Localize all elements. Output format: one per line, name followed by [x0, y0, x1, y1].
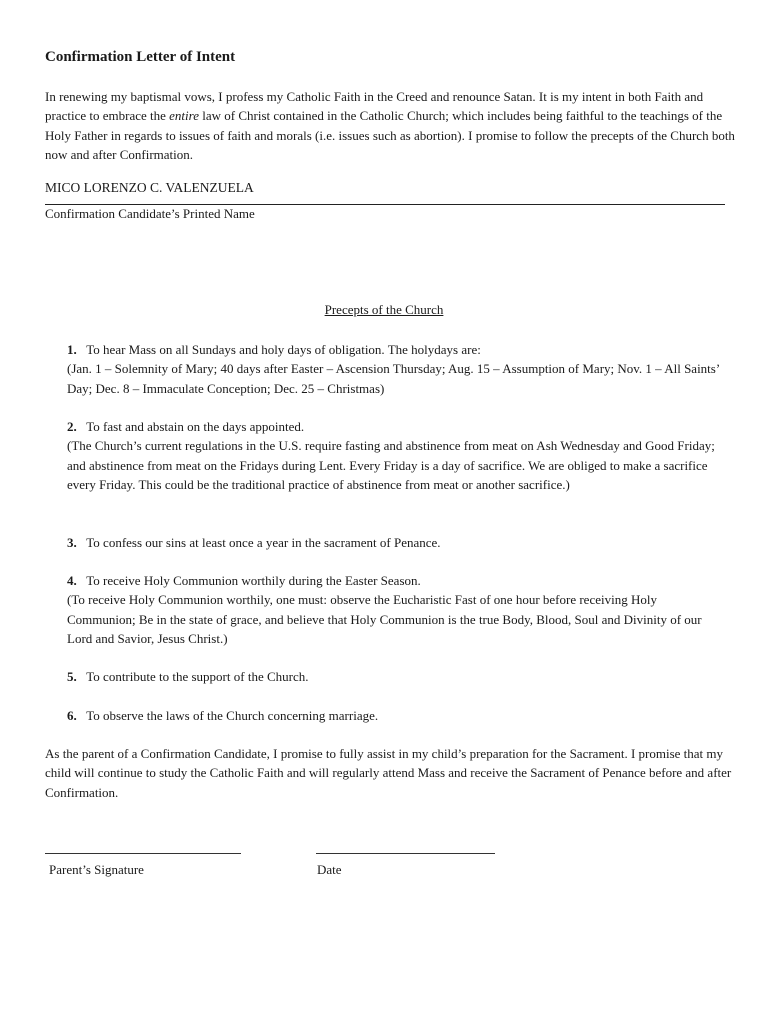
intent-statement — [45, 87, 735, 164]
precept-item — [67, 571, 727, 648]
precepts-heading: Precepts of the Church — [324, 302, 444, 317]
date-line — [316, 853, 495, 854]
parent-statement: As the parent of a Confirmation Candidate, I promise to fully assist in my child’s preparation for the Sacrament. I promise that my child will continue to study the Catholic Faith and will regularly attend Mass and receive the Sacrament of Penance before and after Confirmation. — [45, 746, 732, 800]
precept-item — [67, 533, 727, 552]
precept-detail: (Jan. 1 – Solemnity of Mary; 40 days after Easter – Ascension Thursday; Aug. 15 – Assumption of Mary; Nov. 1 – All Saints’ Day; Dec. 8 – Immaculate Conception; Dec. 25 – Christmas) — [67, 361, 720, 396]
parent-signature-line — [45, 853, 241, 854]
precept-number: 4. — [67, 573, 77, 588]
precept-text: To hear Mass on all Sundays and holy days of obligation. The holydays are: — [86, 342, 481, 357]
precept-text: To observe the laws of the Church concerning marriage. — [86, 708, 379, 723]
precept-item — [67, 667, 727, 686]
date-label: Date — [317, 862, 342, 877]
precept-detail: (To receive Holy Communion worthily, one must: observe the Eucharistic Fast of one hour before receiving Holy Communion; Be in the state of grace, and believe that Holy Communion is the true Body, Blood, Soul and Divinity of our Lord and Savior, Jesus Christ.) — [67, 592, 702, 646]
precept-item — [67, 340, 727, 398]
precept-number: 1. — [67, 342, 77, 357]
intent-text-italic: entire — [169, 108, 199, 124]
intent-text-start: In renewing my baptismal vows, I profess my Catholic Faith in the Creed and renounce Satan. It is my intent in both Faith and practice to embrace the — [45, 89, 704, 124]
precept-detail: (The Church’s current regulations in the U.S. require fasting and abstinence from meat on Ash Wednesday and Good Friday; and abstinence from meat on the Fridays during Lent. Every Friday is a day of sacrifice. We are obliged to make a sacrifice every Friday. This could be the traditional practice of abstinence from meat or another sacrifice.) — [67, 438, 715, 492]
precept-number: 3. — [67, 535, 77, 550]
precept-item — [67, 706, 727, 725]
document-title: Confirmation Letter of Intent — [45, 49, 236, 65]
precept-text: To contribute to the support of the Church. — [86, 669, 309, 684]
precept-text: To fast and abstain on the days appointed. — [86, 419, 305, 434]
precept-text: To confess our sins at least once a year in the sacrament of Penance. — [86, 535, 441, 550]
precept-number: 5. — [67, 669, 77, 684]
candidate-name-caption: Confirmation Candidate’s Printed Name — [45, 206, 255, 221]
precept-number: 2. — [67, 419, 77, 434]
candidate-printed-name: MICO LORENZO C. VALENZUELA — [45, 180, 254, 195]
precept-number: 6. — [67, 708, 77, 723]
intent-text-end: law of Christ contained in the Catholic Church; which includes being faithful to the teachings of the Holy Father in regards to issues of faith and morals (i.e. issues such as abortion). I promise to follow the precepts of the Church both now and after Confirmation. — [45, 108, 735, 162]
precept-item — [67, 417, 727, 494]
precept-text: To receive Holy Communion worthily during the Easter Season. — [86, 573, 421, 588]
parent-signature-label: Parent’s Signature — [49, 862, 144, 877]
